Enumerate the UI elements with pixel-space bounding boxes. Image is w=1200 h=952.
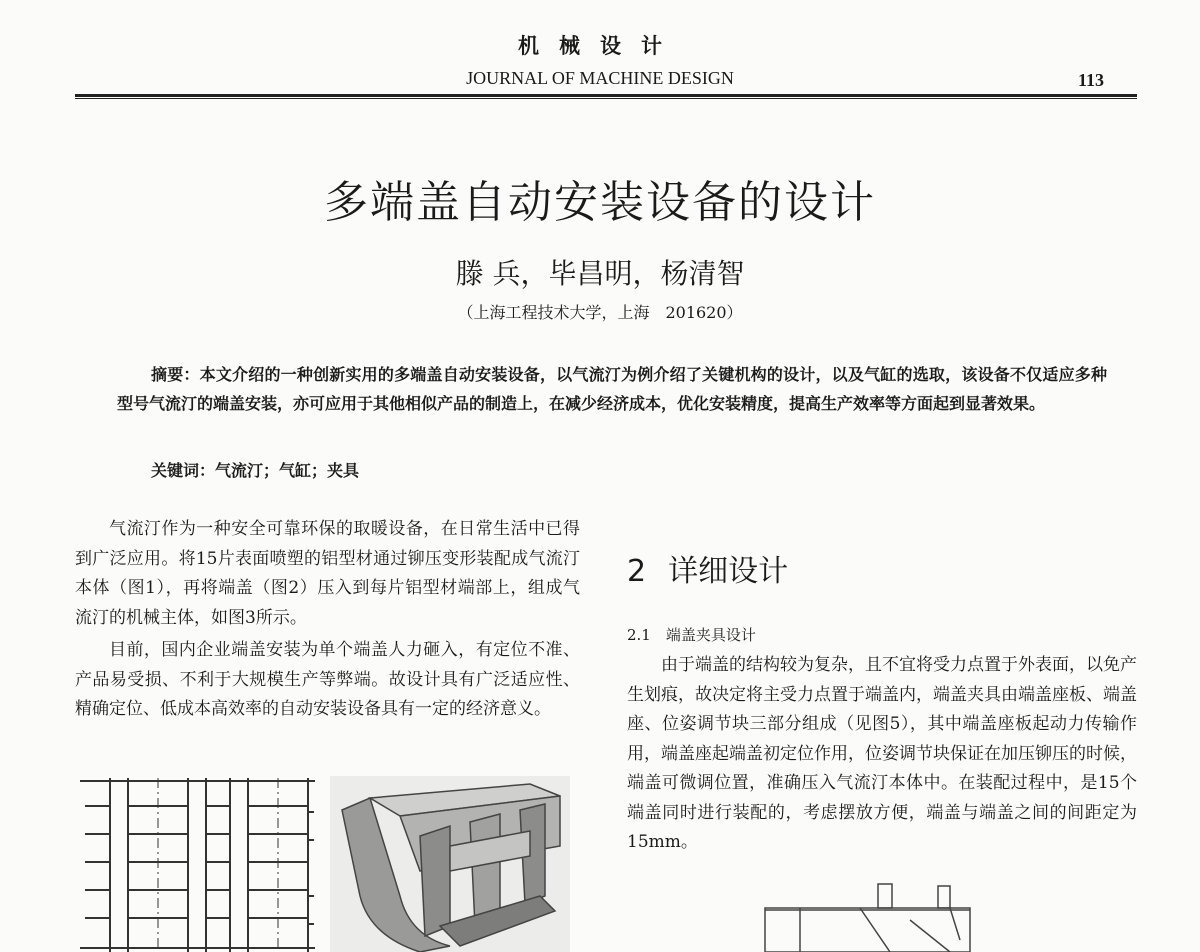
- journal-name-chinese: 机械设计: [518, 34, 682, 58]
- intro-paragraph-1: 气流汀作为一种安全可靠环保的取暖设备，在日常生活中已得到广泛应用。将15片表面喷塑的铝型材通过铆压变形装配成气流汀本体（图1），再将端盖（图2）压入到每片铝型材端部上，组成气流汀的机械主体，如图3所示。: [75, 519, 580, 628]
- abstract: 摘要：本文介绍的一种创新实用的多端盖自动安装设备，以气流汀为例介绍了关键机构的设计，以及气缸的选取，该设备不仅适应多种型号气流汀的端盖安装，亦可应用于其他相似产品的制造上，在减少经济成本，优化安装精度，提高生产效率等方面起到显著效果。: [117, 365, 1107, 413]
- section-number: 2: [627, 554, 647, 589]
- figure-assembly: [760, 880, 980, 952]
- journal-name-english: JOURNAL OF MACHINE DESIGN: [466, 68, 734, 88]
- keywords: 关键词：气流汀；气缸；夹具: [151, 461, 360, 480]
- intro-paragraph-2: 目前，国内企业端盖安装为单个端盖人力砸入，有定位不准、产品易受损、不利于大规模生产等弊端。故设计具有广泛适应性、精确定位、低成本高效率的自动安装设备具有一定的经济意义。: [75, 640, 580, 719]
- authors: 滕 兵，毕昌明，杨清智: [455, 257, 745, 290]
- right-column: [627, 651, 1137, 858]
- section-title: 详细设计: [668, 554, 789, 589]
- figure-radiator-body: [80, 778, 320, 952]
- header-rule: [75, 94, 1137, 99]
- subsection-heading: 2.1 端盖夹具设计: [627, 626, 756, 644]
- page-number: 113: [1078, 70, 1105, 90]
- section-heading: [627, 546, 788, 590]
- article-title: 多端盖自动安装设备的设计: [324, 177, 876, 228]
- figure-end-cap: [330, 776, 570, 952]
- affiliation: （上海工程技术大学，上海 201620）: [457, 303, 743, 322]
- left-column: [75, 515, 580, 728]
- design-paragraph: 由于端盖的结构较为复杂，且不宜将受力点置于外表面，以免产生划痕，故决定将主受力点置于端盖内，端盖夹具由端盖座板、端盖座、位姿调节块三部分组成（见图5），其中端盖座板起动力传输作用，端盖座起端盖初定位作用，位姿调节块保证在加压铆压的时候，端盖可微调位置，准确压入气流汀本体中。在装配过程中，是15个端盖同时进行装配的，考虑摆放方便，端盖与端盖之间的间距定为15mm。: [627, 655, 1137, 852]
